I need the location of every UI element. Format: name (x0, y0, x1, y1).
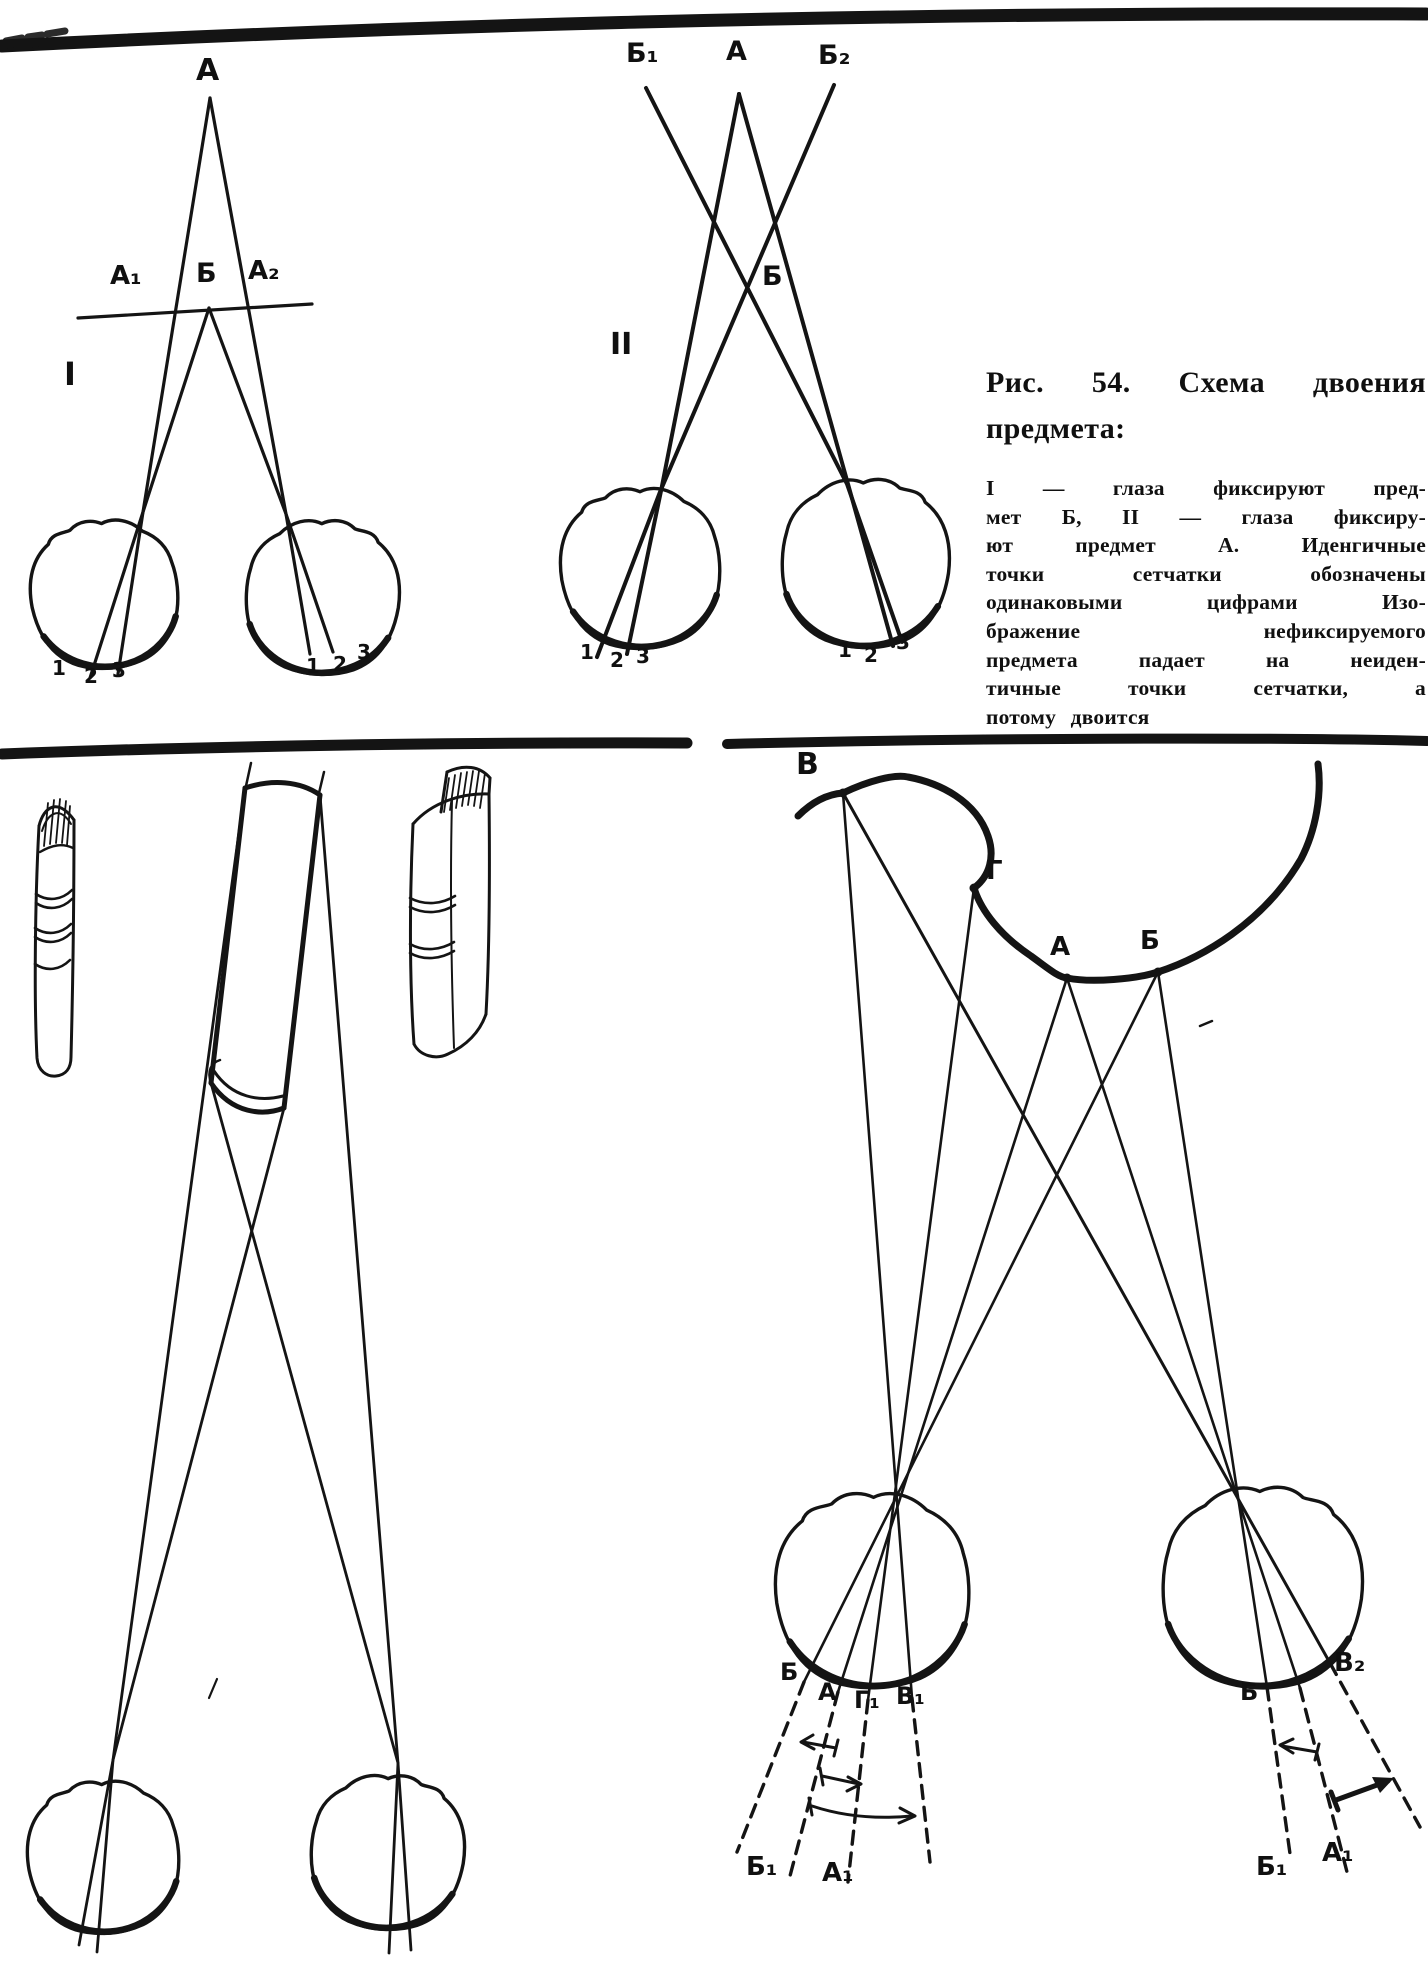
figure-caption (986, 360, 1426, 731)
caption-title-line: предмета: (986, 412, 1126, 445)
spine-bands (410, 896, 455, 958)
projection-dashed-lines (737, 1663, 1420, 1882)
page-hatching (444, 771, 485, 812)
retina-point-3: 3 (112, 658, 126, 682)
label-II: II (610, 327, 633, 362)
label-B: Б (1140, 926, 1160, 956)
projection-label-B1: Б₁ (746, 1852, 778, 1882)
divider-right (727, 739, 1427, 744)
label-A2: А₂ (248, 256, 280, 286)
left-eye-outline (553, 480, 728, 657)
projection-label-B1: Б₁ (1256, 1852, 1288, 1882)
left-eye-outline (21, 510, 187, 682)
left-book (35, 799, 74, 1076)
caption-line: потому двоится (986, 704, 1150, 729)
caption-line: одинаковыми цифрами Изо- (986, 590, 1426, 615)
caption-line: бражение нефиксируемого (986, 618, 1426, 643)
retina-point-1: 1 (306, 654, 320, 678)
right-eye-outline (240, 513, 406, 680)
right-book (410, 767, 490, 1057)
label-A: А (196, 53, 220, 88)
retina-point-2: 2 (610, 648, 624, 672)
caption-title-line: Рис. 54. Схема двоения (986, 366, 1426, 399)
retina-point-3: 3 (896, 630, 910, 654)
diagram4-curved-object (737, 764, 1420, 1882)
caption-line: ют предмет А. Иденгичные (986, 533, 1426, 558)
diagram1-fixation-on-B (21, 98, 405, 681)
caption-title (986, 360, 1426, 452)
label-V: В (796, 747, 819, 782)
object-points (839, 789, 1163, 983)
label-A: А (1050, 932, 1071, 962)
diagram3-books-and-eyes (19, 763, 490, 1953)
divider-left (2, 743, 687, 754)
angle-arrows (801, 1735, 1394, 1823)
retina-point-2: 2 (84, 664, 98, 688)
retina-point-3: 3 (357, 640, 371, 664)
diagram4-rays (804, 793, 1330, 1700)
retina-label-B: Б (1240, 1678, 1259, 1706)
retina-point-1: 1 (838, 638, 852, 662)
projection-label-A1: А₁ (1322, 1838, 1354, 1868)
retina-label-B: Б (780, 1658, 799, 1686)
label-B: Б (196, 258, 217, 289)
object-plane-line (78, 304, 312, 318)
retina-label-V1: В₁ (896, 1682, 925, 1710)
middle-book (209, 763, 324, 1112)
caption-line: точки сетчатки обозначены (986, 561, 1426, 586)
label-G: Г (986, 856, 1003, 886)
spine-bands (35, 890, 72, 969)
label-B2: Б₂ (818, 40, 851, 71)
label-B1: Б₁ (626, 38, 659, 69)
label-I: I (64, 355, 76, 393)
retina-point-3: 3 (636, 644, 650, 668)
retina-point-1: 1 (52, 656, 66, 680)
curved-surface (798, 764, 1319, 980)
top-rule (2, 14, 1426, 50)
left-eye-outline (19, 1772, 187, 1942)
retina-point-1: 1 (580, 640, 594, 664)
retina-point-2: 2 (333, 652, 347, 676)
retina-label-G1: Г₁ (854, 1686, 880, 1714)
caption-line: тичные точки сетчатки, а (986, 676, 1426, 701)
caption-line: мет Б, II — глаза фиксиру- (986, 504, 1426, 529)
diagram2-rays (597, 85, 902, 657)
caption-line: предмета падает на неиден- (986, 647, 1426, 672)
retina-point-2: 2 (864, 643, 878, 667)
retina-label-A: А (818, 1678, 837, 1706)
label-A1: А₁ (110, 261, 142, 291)
diagram1-rays (90, 98, 333, 682)
right-eye-outline (304, 1767, 472, 1937)
stray-tick (1200, 1021, 1212, 1026)
projection-label-A1: А₁ (822, 1858, 854, 1888)
diagram2-fixation-on-A (553, 85, 955, 657)
label-B: Б (762, 261, 783, 292)
label-A: А (726, 36, 747, 67)
right-eye-outline (777, 473, 955, 653)
retina-label-V2: В₂ (1334, 1648, 1366, 1678)
caption-line: I — глаза фиксируют пред- (986, 476, 1426, 500)
caption-body (986, 474, 1426, 731)
stray-tick (209, 1679, 217, 1698)
